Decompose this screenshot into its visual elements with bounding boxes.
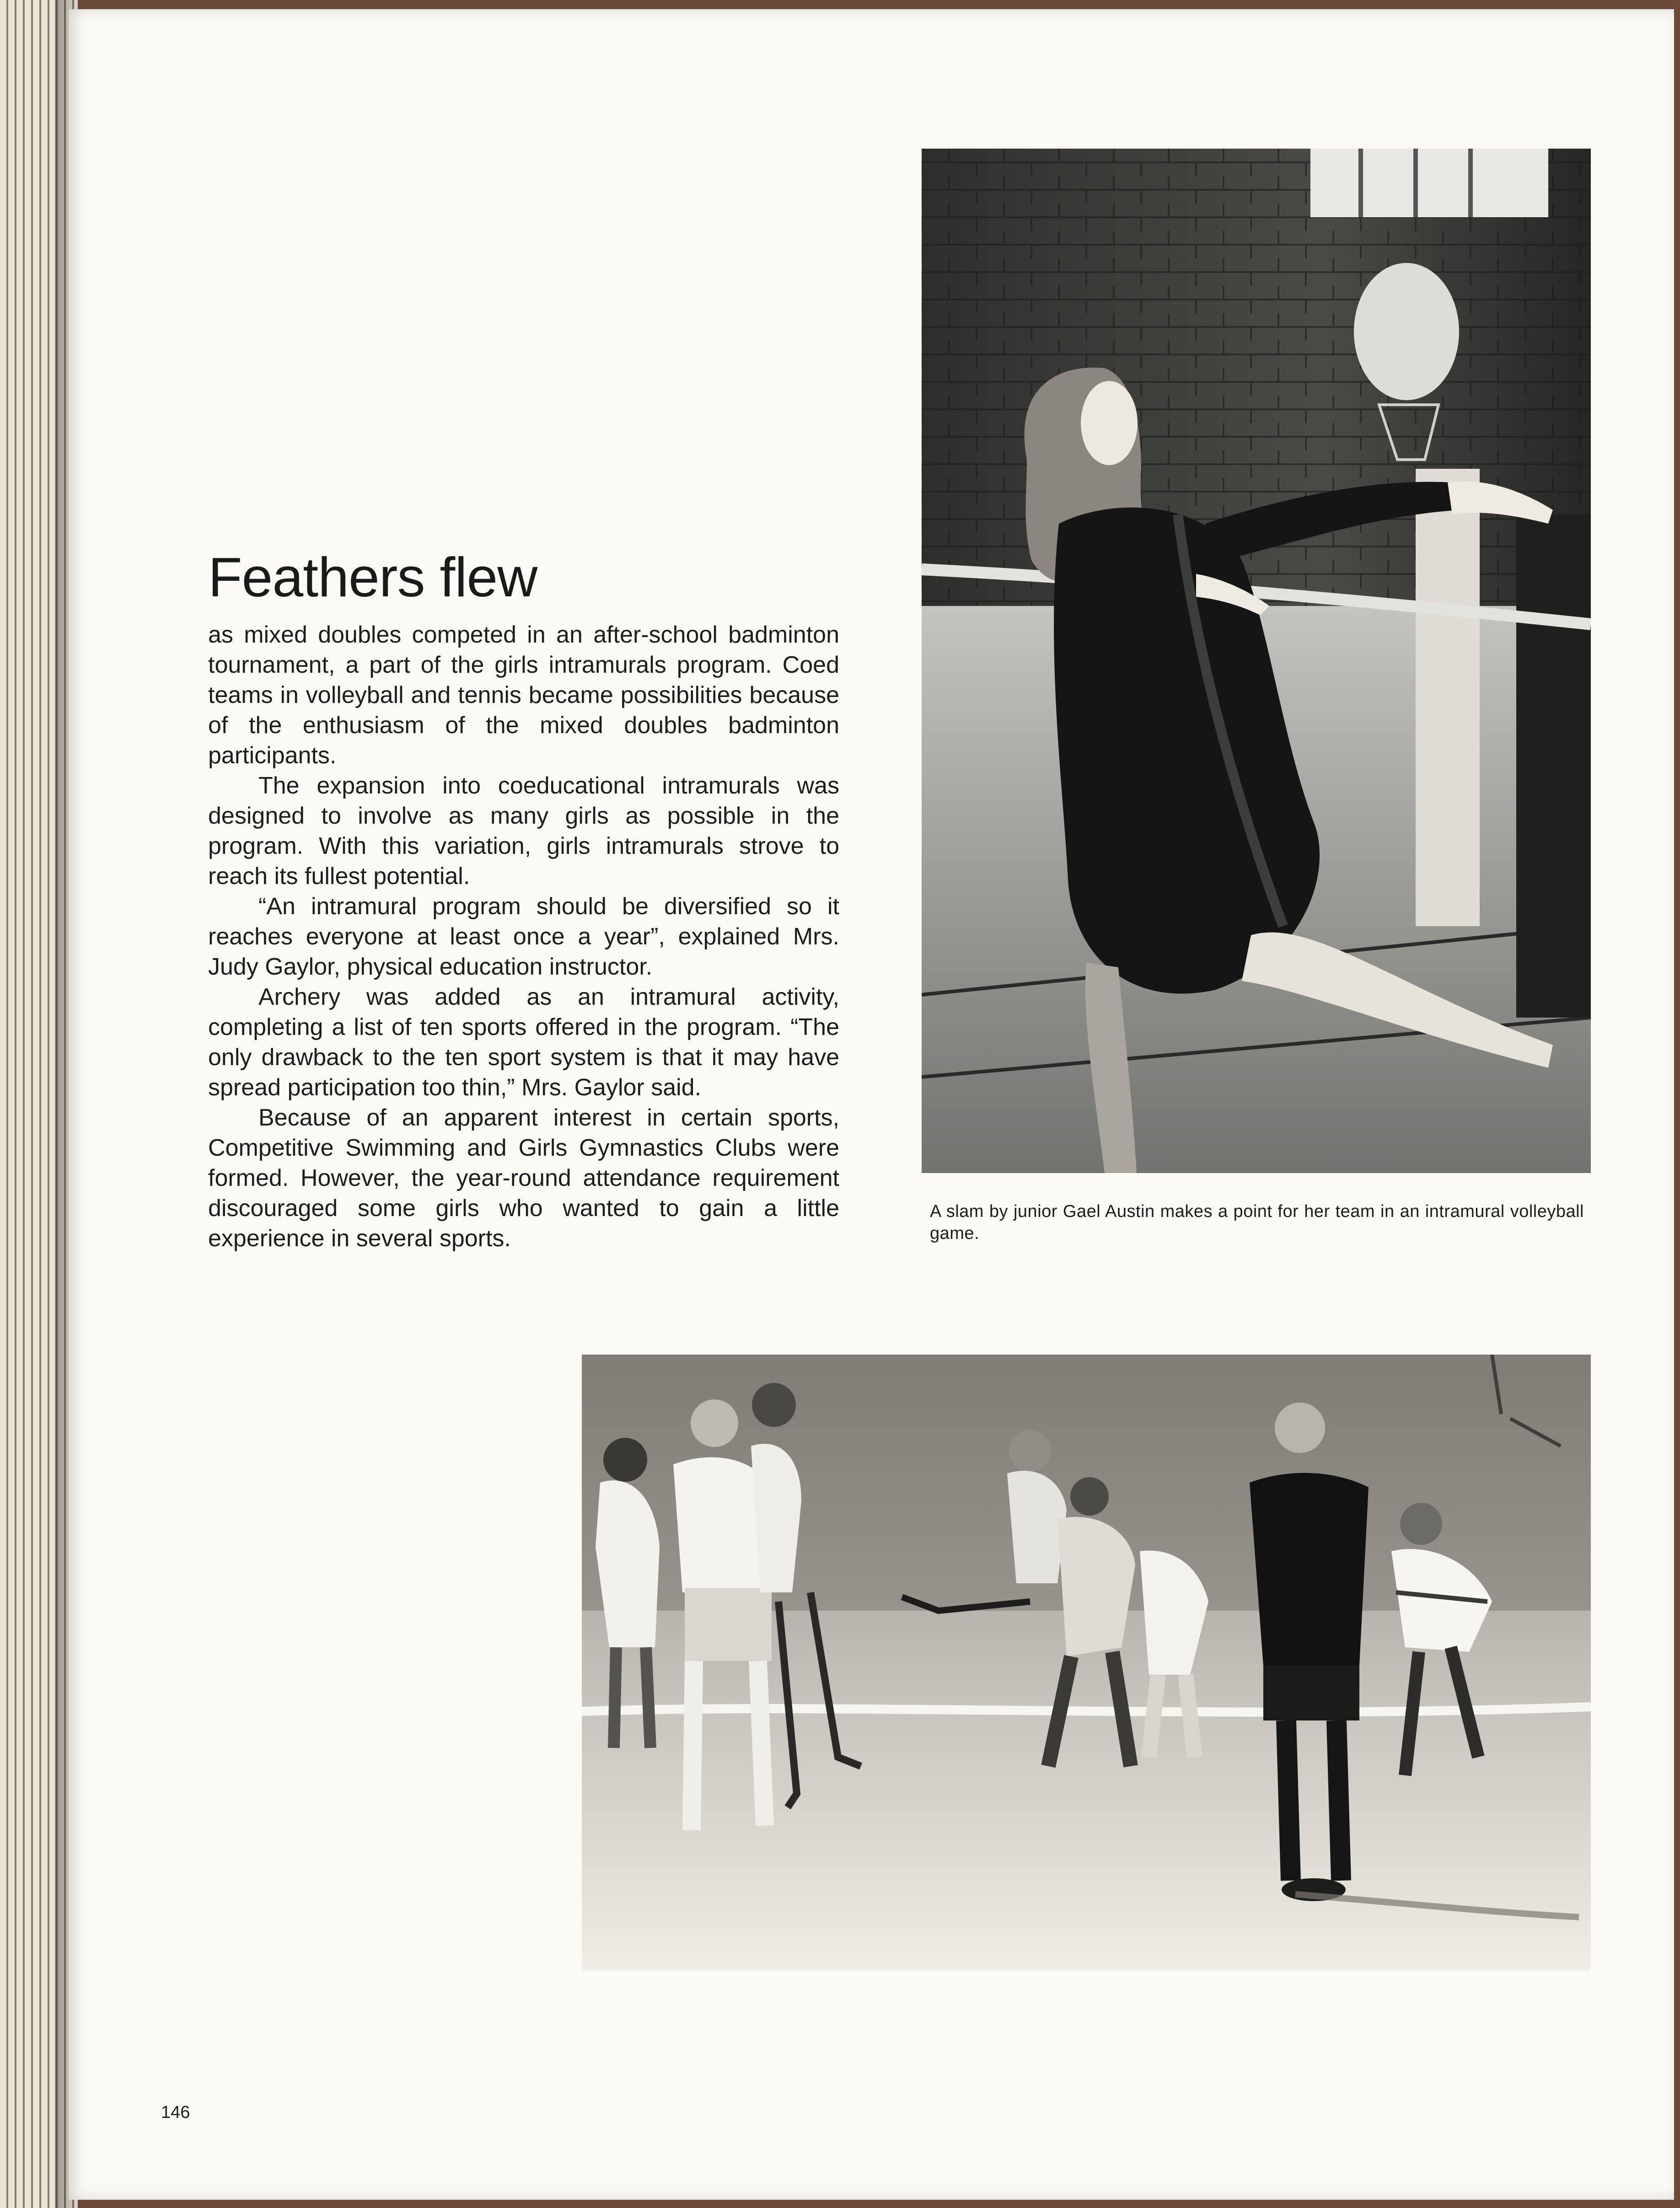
page-number: 146 [161,2103,190,2122]
article-body [208,620,839,1254]
paragraph-2: The expansion into coeducational intramurals was designed to involve as many girls as possible in the program. With this variation, girls intramurals strove to reach its fullest potential. [208,772,839,890]
article-heading: Feathers flew [208,546,537,608]
paragraph-3: “An intramural program should be diversified so it reaches everyone at least once a year”, explained Mrs. Judy Gaylor, physical education instructor. [208,893,839,980]
volleyball-photo [922,149,1591,1173]
field-hockey-photo [582,1355,1591,1970]
paragraph-4: Archery was added as an intramural activity, completing a list of ten sports offered in the program. “The only drawback to the ten sport system is that it may have spread participation too thin,” Mrs. Gaylor said. [208,984,839,1101]
paragraph-1: as mixed doubles competed in an after-school badminton tournament, a part of the girls intramurals program. Coed teams in volleyball and tennis became possibilities because of the enthusiasm of the mixed doubles badminton participants. [208,622,839,769]
paragraph-5: Because of an apparent interest in certain sports, Competitive Swimming and Girls Gymnastics Clubs were formed. However, the year-round attendance requirement discouraged some girls who wanted to gain a little experience in several sports. [208,1104,839,1252]
volleyball-photo-caption: A slam by junior Gael Austin makes a point for her team in an intramural volleyball game. [930,1202,1584,1243]
